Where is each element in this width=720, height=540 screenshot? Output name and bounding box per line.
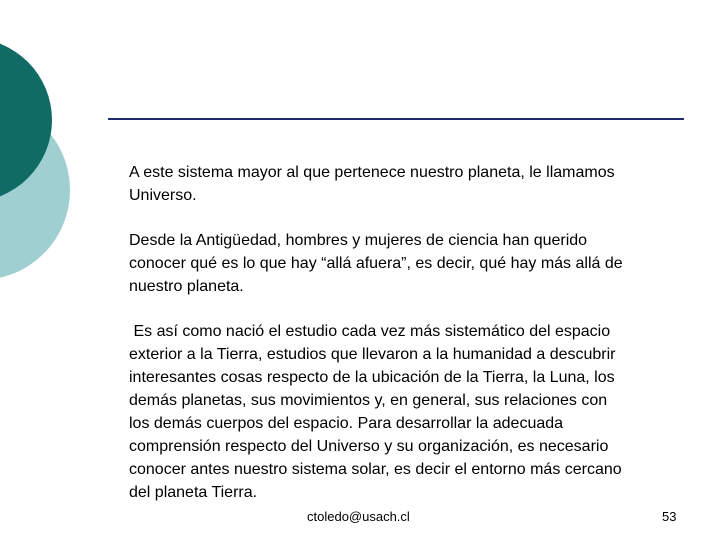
- slide-body: [129, 161, 629, 504]
- footer-email: ctoledo@usach.cl: [307, 509, 410, 524]
- decorative-circles: [0, 0, 80, 300]
- title-divider: [108, 118, 684, 120]
- paragraph-universe: A este sistema mayor al que pertenece nuestro planeta, le llamamos Universo.: [129, 164, 620, 204]
- page-number: 53: [662, 509, 677, 524]
- paragraph-study: Es así como nació el estudio cada vez más sistemático del espacio exterior a la Tierra, estudios que llevaron a la humanidad a descubrir interesantes cosas respecto de la ubicación de la Tierra, la Luna, los demás planetas, sus movimientos y, en general, sus relaciones con los demás cuerpos del espacio. Para desarrollar la adecuada comprensión respecto del Universo y su organización, es necesario conocer antes nuestro sistema solar, es decir el entorno más cercano del planeta Tierra.: [129, 323, 627, 501]
- paragraph-antiquity: Desde la Antigüedad, hombres y mujeres de ciencia han querido conocer qué es lo que hay “allá afuera”, es decir, qué hay más allá de nuestro planeta.: [129, 232, 628, 295]
